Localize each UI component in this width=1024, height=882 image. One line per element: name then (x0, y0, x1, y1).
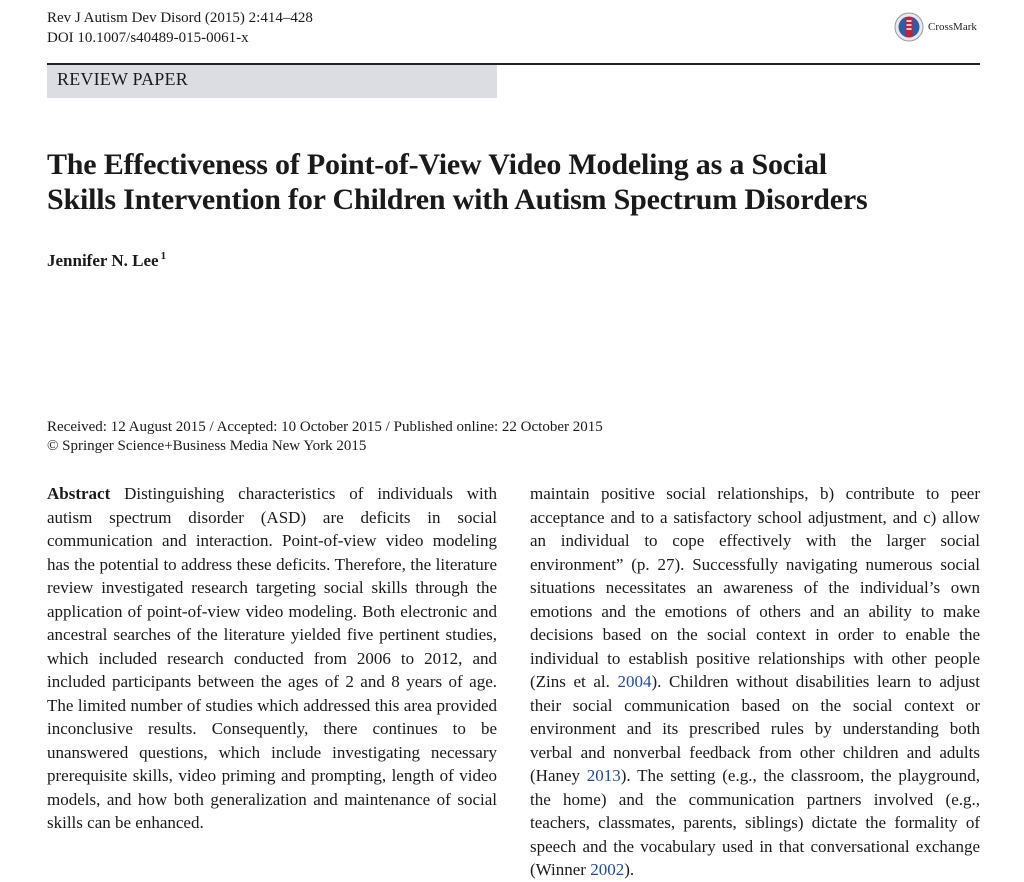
title-line-1: The Effectiveness of Point-of-View Video Modeling as a Social (47, 148, 827, 181)
journal-citation: Rev J Autism Dev Disord (2015) 2:414–428 (47, 10, 313, 26)
crossmark-icon (894, 12, 924, 42)
publication-info (47, 418, 603, 456)
author-name: Jennifer N. Lee (47, 251, 159, 270)
author-line (47, 251, 166, 271)
copyright-line: © Springer Science+Business Media New York 2015 (47, 438, 367, 454)
body-text-4: ). (624, 860, 635, 879)
citation-link-zins[interactable]: 2004 (617, 672, 652, 691)
abstract (47, 482, 497, 835)
body-text-1: maintain positive social relationships, b) contribute to peer acceptance and to a satisfactory school adjustment, and c) allow an individual to cope effectively with the larger social environment” (p. 27). Successfully navigating numerous social situations necessitates an awareness of the individual’s own emotions and the emotions of others and an ability to make decisions based on the social context in order to enable the individual to establish positive relationships with other people (Zins et al. (530, 484, 980, 691)
crossmark-label: CrossMark (928, 21, 977, 33)
doi: DOI 10.1007/s40489-015-0061-x (47, 30, 249, 46)
dates-line: Received: 12 August 2015 / Accepted: 10 October 2015 / Published online: 22 October 2015 (47, 419, 603, 435)
journal-info (47, 8, 313, 48)
citation-link-haney[interactable]: 2013 (586, 766, 621, 785)
abstract-label: Abstract (47, 484, 111, 503)
section-band (47, 65, 497, 98)
citation-link-winner[interactable]: 2002 (590, 860, 625, 879)
affiliation-mark[interactable]: 1 (160, 250, 167, 263)
title-line-2: Skills Intervention for Children with Autism Spectrum Disorders (47, 183, 868, 216)
body-text-2: ). Children without disabilities learn to adjust their social communication based on the social context or environment and its prescribed rules by understanding both verbal and nonverbal feedback from other children and adults (Haney (530, 672, 980, 785)
section-label: REVIEW PAPER (57, 69, 188, 89)
article-title (47, 147, 987, 217)
body-text-3: ). The setting (e.g., the classroom, the playground, the home) and the communication partners involved (e.g., teachers, classmates, parents, siblings) dictate the formality of speech and the vocabulary used in that conversational exchange (Winner (530, 766, 980, 879)
abstract-text: Distinguishing characteristics of individuals with autism spectrum disorder (ASD) are deficits in social communication and interaction. Point-of-view video modeling has the potential to address these deficits. Therefore, the literature review investigated research targeting social skills through the application of point-of-view video modeling. Both electronic and ancestral searches of the literature yielded five pertinent studies, which included research conducted from 2006 to 2012, and included participants between the ages of 2 and 8 years of age. The limited number of studies which addressed this area provided inconclusive results. Consequently, there continues to be unanswered questions, which include investigating necessary prerequisite skills, video priming and prompting, length of video models, and how both generalization and maintenance of social skills can be enhanced. (47, 484, 497, 832)
crossmark-badge[interactable] (894, 12, 977, 42)
body-column (530, 482, 980, 882)
